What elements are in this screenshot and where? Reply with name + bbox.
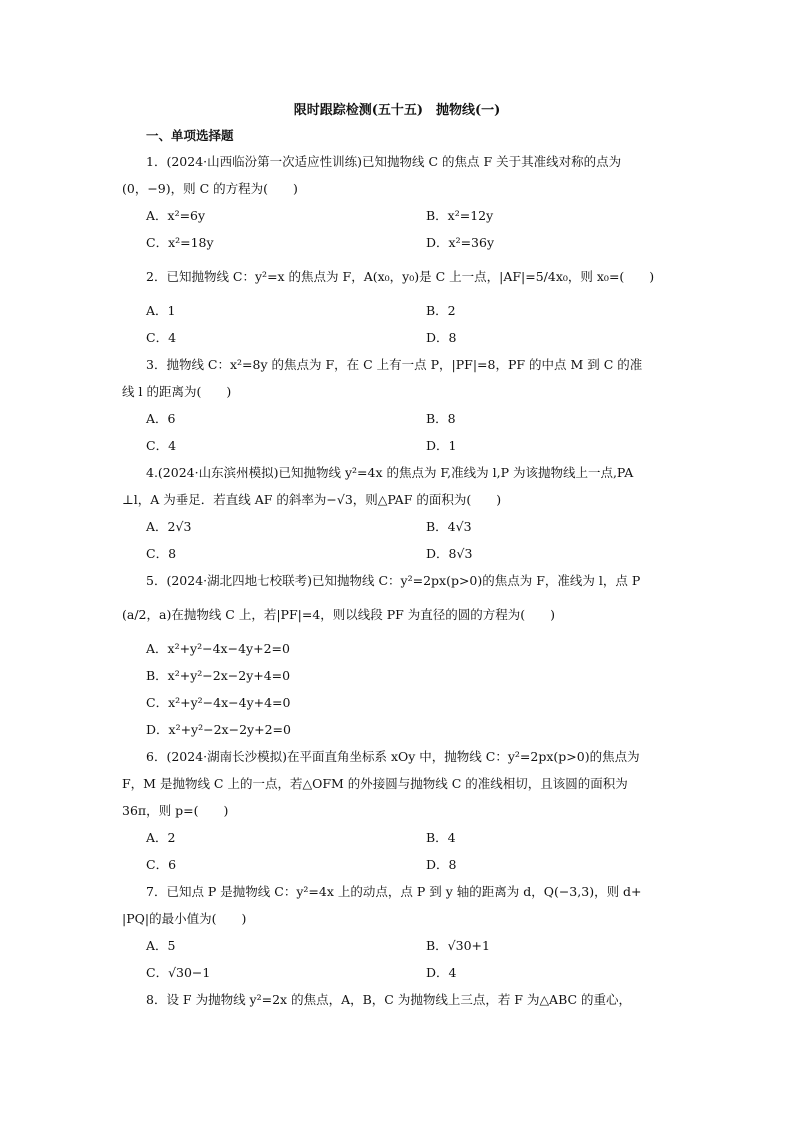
q7-text-line-1: 7．已知点 P 是抛物线 C：y²=4x 上的动点，点 P 到 y 轴的距离为 d，Q(−3,3)，则 d+ (146, 884, 642, 899)
q7-option-d: D．4 (426, 965, 457, 980)
q7-option-b: B．√30+1 (426, 938, 490, 953)
q1-option-c: C．x²=18y (146, 235, 214, 250)
q7-text-line-2: |PQ|的最小值为( ) (122, 911, 247, 926)
q5-text-line-2: (a/2，a)在抛物线 C 上，若|PF|=4，则以线段 PF 为直径的圆的方程为( ) (122, 607, 556, 622)
q4-text-line-2: ⊥l，A 为垂足．若直线 AF 的斜率为−√3，则△PAF 的面积为( ) (122, 492, 502, 507)
q1-text-line-2: (0，−9)，则 C 的方程为( ) (122, 181, 298, 196)
q4-text-line-1: 4.(2024·山东滨州模拟)已知抛物线 y²=4x 的焦点为 F,准线为 l,P 为该抛物线上一点,PA (146, 465, 634, 480)
page-title: 限时跟踪检测(五十五) 抛物线(一) (293, 103, 501, 118)
q2-option-a: A．1 (146, 303, 176, 318)
q2-option-b: B．2 (426, 303, 456, 318)
q3-option-a: A．6 (146, 411, 176, 426)
q1-text-line-1: 1．(2024·山西临汾第一次适应性训练)已知抛物线 C 的焦点 F 关于其准线对称的点为 (146, 154, 622, 169)
q2-option-d: D．8 (426, 330, 457, 345)
q5-text-line-1: 5．(2024·湖北四地七校联考)已知抛物线 C：y²=2px(p>0)的焦点为 F，准线为 l，点 P (146, 573, 641, 588)
q6-text-line-2: F，M 是抛物线 C 上的一点，若△OFM 的外接圆与抛物线 C 的准线相切，且该圆的面积为 (122, 776, 628, 791)
q5-option-b: B．x²+y²−2x−2y+4=0 (146, 668, 291, 683)
q5-option-a: A．x²+y²−4x−4y+2=0 (146, 641, 290, 656)
q3-option-c: C．4 (146, 438, 177, 453)
q6-option-d: D．8 (426, 857, 457, 872)
q6-option-b: B．4 (426, 830, 456, 845)
q7-option-a: A．5 (146, 938, 176, 953)
q6-option-c: C．6 (146, 857, 177, 872)
q7-option-c: C．√30−1 (146, 965, 211, 980)
q4-option-d: D．8√3 (426, 546, 473, 561)
q1-option-b: B．x²=12y (426, 208, 494, 223)
q5-option-d: D．x²+y²−2x−2y+2=0 (146, 722, 291, 737)
q3-option-d: D．1 (426, 438, 457, 453)
q1-option-d: D．x²=36y (426, 235, 495, 250)
q4-option-b: B．4√3 (426, 519, 472, 534)
section-heading: 一、单项选择题 (146, 128, 234, 143)
q6-text-line-1: 6．(2024·湖南长沙模拟)在平面直角坐标系 xOy 中，抛物线 C：y²=2px(p>0)的焦点为 (146, 749, 640, 764)
q2-option-c: C．4 (146, 330, 177, 345)
q6-text-line-3: 36π，则 p=( ) (122, 803, 229, 818)
q4-option-c: C．8 (146, 546, 177, 561)
q3-text-line-1: 3．抛物线 C：x²=8y 的焦点为 F，在 C 上有一点 P，|PF|=8，PF 的中点 M 到 C 的准 (146, 357, 643, 372)
q8-text-line-1: 8．设 F 为抛物线 y²=2x 的焦点，A，B，C 为抛物线上三点，若 F 为△ABC 的重心， (146, 992, 632, 1007)
q2-text-line-1: 2．已知抛物线 C：y²=x 的焦点为 F，A(x₀，y₀)是 C 上一点，|AF|=5/4x₀，则 x₀=( ) (146, 269, 655, 284)
q3-text-line-2: 线 l 的距离为( ) (122, 384, 232, 399)
q1-option-a: A．x²=6y (146, 208, 206, 223)
q3-option-b: B．8 (426, 411, 456, 426)
q4-option-a: A．2√3 (146, 519, 192, 534)
q5-option-c: C．x²+y²−4x−4y+4=0 (146, 695, 291, 710)
q6-option-a: A．2 (146, 830, 176, 845)
